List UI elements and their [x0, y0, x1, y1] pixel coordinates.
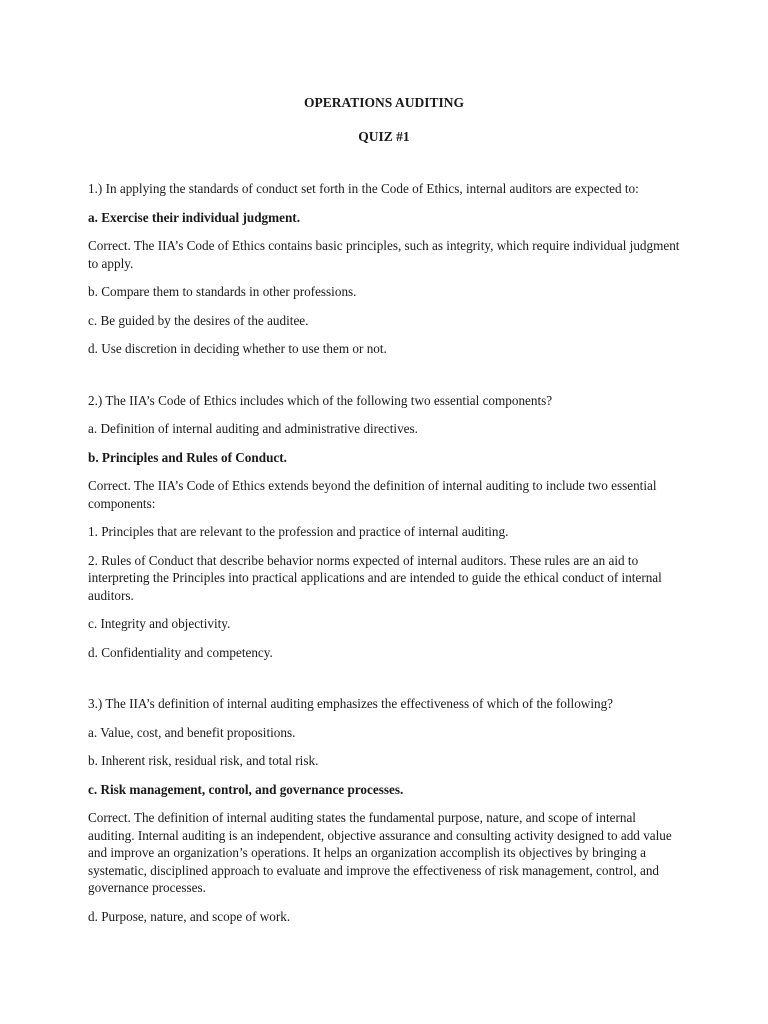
page-subtitle: QUIZ #1 [358, 129, 410, 144]
question-3-text: 3.) The IIA’s definition of internal auditing emphasizes the effectiveness of which of the following? [88, 696, 614, 711]
question-1 [88, 180, 683, 358]
question-2-option-d: d. Confidentiality and competency. [88, 644, 273, 660]
question-2-option-a: a. Definition of internal auditing and administrative directives. [88, 421, 418, 436]
question-3-option-c-correct: c. Risk management, control, and governance processes. [88, 781, 404, 797]
question-1-option-a-correct: a. Exercise their individual judgment. [88, 209, 300, 225]
question-1-explanation: Correct. The IIA’s Code of Ethics contains basic principles, such as integrity, which require individual judgment to apply. [88, 238, 680, 271]
page-title: OPERATIONS AUDITING [304, 95, 464, 110]
question-3-option-b: b. Inherent risk, residual risk, and total risk. [88, 753, 319, 768]
question-2-point-2: 2. Rules of Conduct that describe behavior norms expected of internal auditors. These rules are an aid to interpreting the Principles into practical applications and are intended to guide the ethical conduct of internal auditors. [88, 552, 662, 603]
question-2 [88, 392, 683, 662]
question-1-option-c: c. Be guided by the desires of the auditee. [88, 312, 309, 328]
question-2-text: 2.) The IIA’s Code of Ethics includes which of the following two essential components? [88, 392, 553, 408]
question-3-option-a: a. Value, cost, and benefit propositions. [88, 724, 296, 740]
question-1-text: 1.) In applying the standards of conduct set forth in the Code of Ethics, internal auditors are expected to: [88, 181, 639, 196]
question-2-explanation: Correct. The IIA’s Code of Ethics extends beyond the definition of internal auditing to include two essential components: [88, 478, 657, 511]
question-3-explanation: Correct. The definition of internal auditing states the fundamental purpose, nature, and scope of internal auditing. Internal auditing is an independent, objective assurance and consulting activity designed to add value and improve an organization’s operations. It helps an organization accomplish its objectives by bringing a systematic, disciplined approach to evaluate and improve the effectiveness of risk management, control, and governance processes. [88, 810, 672, 895]
quiz-content [88, 180, 683, 936]
question-1-option-d: d. Use discretion in deciding whether to use them or not. [88, 341, 387, 356]
question-2-point-1: 1. Principles that are relevant to the profession and practice of internal auditing. [88, 524, 509, 539]
question-3 [88, 695, 683, 925]
question-2-option-b-correct: b. Principles and Rules of Conduct. [88, 449, 287, 465]
question-1-option-b: b. Compare them to standards in other professions. [88, 284, 357, 299]
question-2-option-c: c. Integrity and objectivity. [88, 616, 231, 631]
question-3-option-d: d. Purpose, nature, and scope of work. [88, 908, 291, 924]
